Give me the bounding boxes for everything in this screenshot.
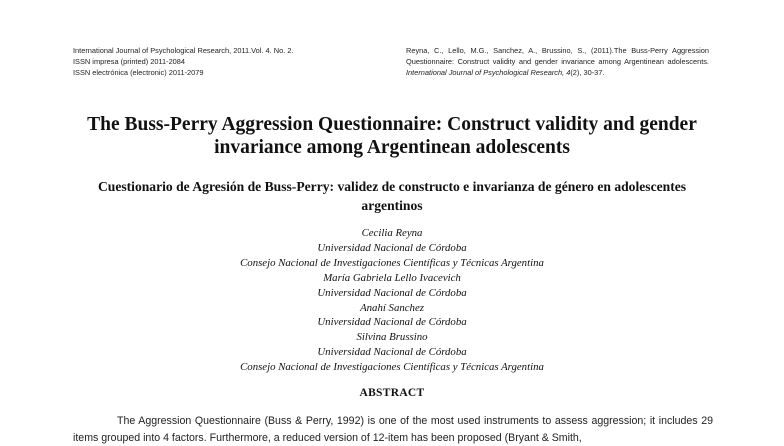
journal-info-line: ISSN impresa (printed) 2011-2084 <box>73 57 186 66</box>
author-name: María Gabriela Lello Ivacevich <box>323 271 461 284</box>
abstract-heading: ABSTRACT <box>359 387 425 399</box>
citation-journal: International Journal of Psychological Research, 4 <box>406 68 571 77</box>
author-affiliation: Universidad Nacional de Córdoba <box>317 241 467 254</box>
author-affiliation: Consejo Nacional de Investigaciones Científicas y Técnicas Argentina <box>240 256 544 269</box>
author-name: Cecilia Reyna <box>361 227 423 239</box>
journal-info-line: ISSN electrónica (electronic) 2011-2079 <box>73 68 204 77</box>
author-name: Silvina Brussino <box>356 331 428 344</box>
author-list <box>0 226 784 375</box>
paper-subtitle: Cuestionario de Agresión de Buss-Perry: validez de constructo e invarianza de género en adolescentes argentinos <box>97 179 687 213</box>
paper-title: The Buss-Perry Aggression Questionnaire: Construct validity and gender invariance among Argentinean adolescents <box>87 114 697 158</box>
citation-issue: (2), <box>570 68 582 77</box>
author-affiliation: Consejo Nacional de Investigaciones Científicas y Técnicas Argentina <box>240 361 544 374</box>
author-affiliation: Universidad Nacional de Córdoba <box>317 346 467 359</box>
journal-info-line: International Journal of Psychological Research, 2011.Vol. 4. No. 2. <box>73 46 294 55</box>
author-affiliation: Universidad Nacional de Córdoba <box>317 286 467 299</box>
author-name: Anahí Sanchez <box>360 301 424 314</box>
citation <box>406 45 709 78</box>
abstract-text: The Aggression Questionnaire (Buss & Perry, 1992) is one of the most used instruments to assess aggression; it includes 29 items grouped into 4 factors. Furthermore, a reduced version of 12-item has been proposed (Bryant & Smith, <box>73 415 713 444</box>
citation-pages: 30-37. <box>583 68 605 77</box>
journal-info <box>73 45 373 78</box>
author-affiliation: Universidad Nacional de Córdoba <box>317 316 467 329</box>
citation-text: Reyna, C., Lello, M.G., Sanchez, A., Brussino, S., (2011).The Buss-Perry Aggression Questionnaire: Construct validity and gender invariance among Argentinean adolescents. <box>406 46 709 66</box>
